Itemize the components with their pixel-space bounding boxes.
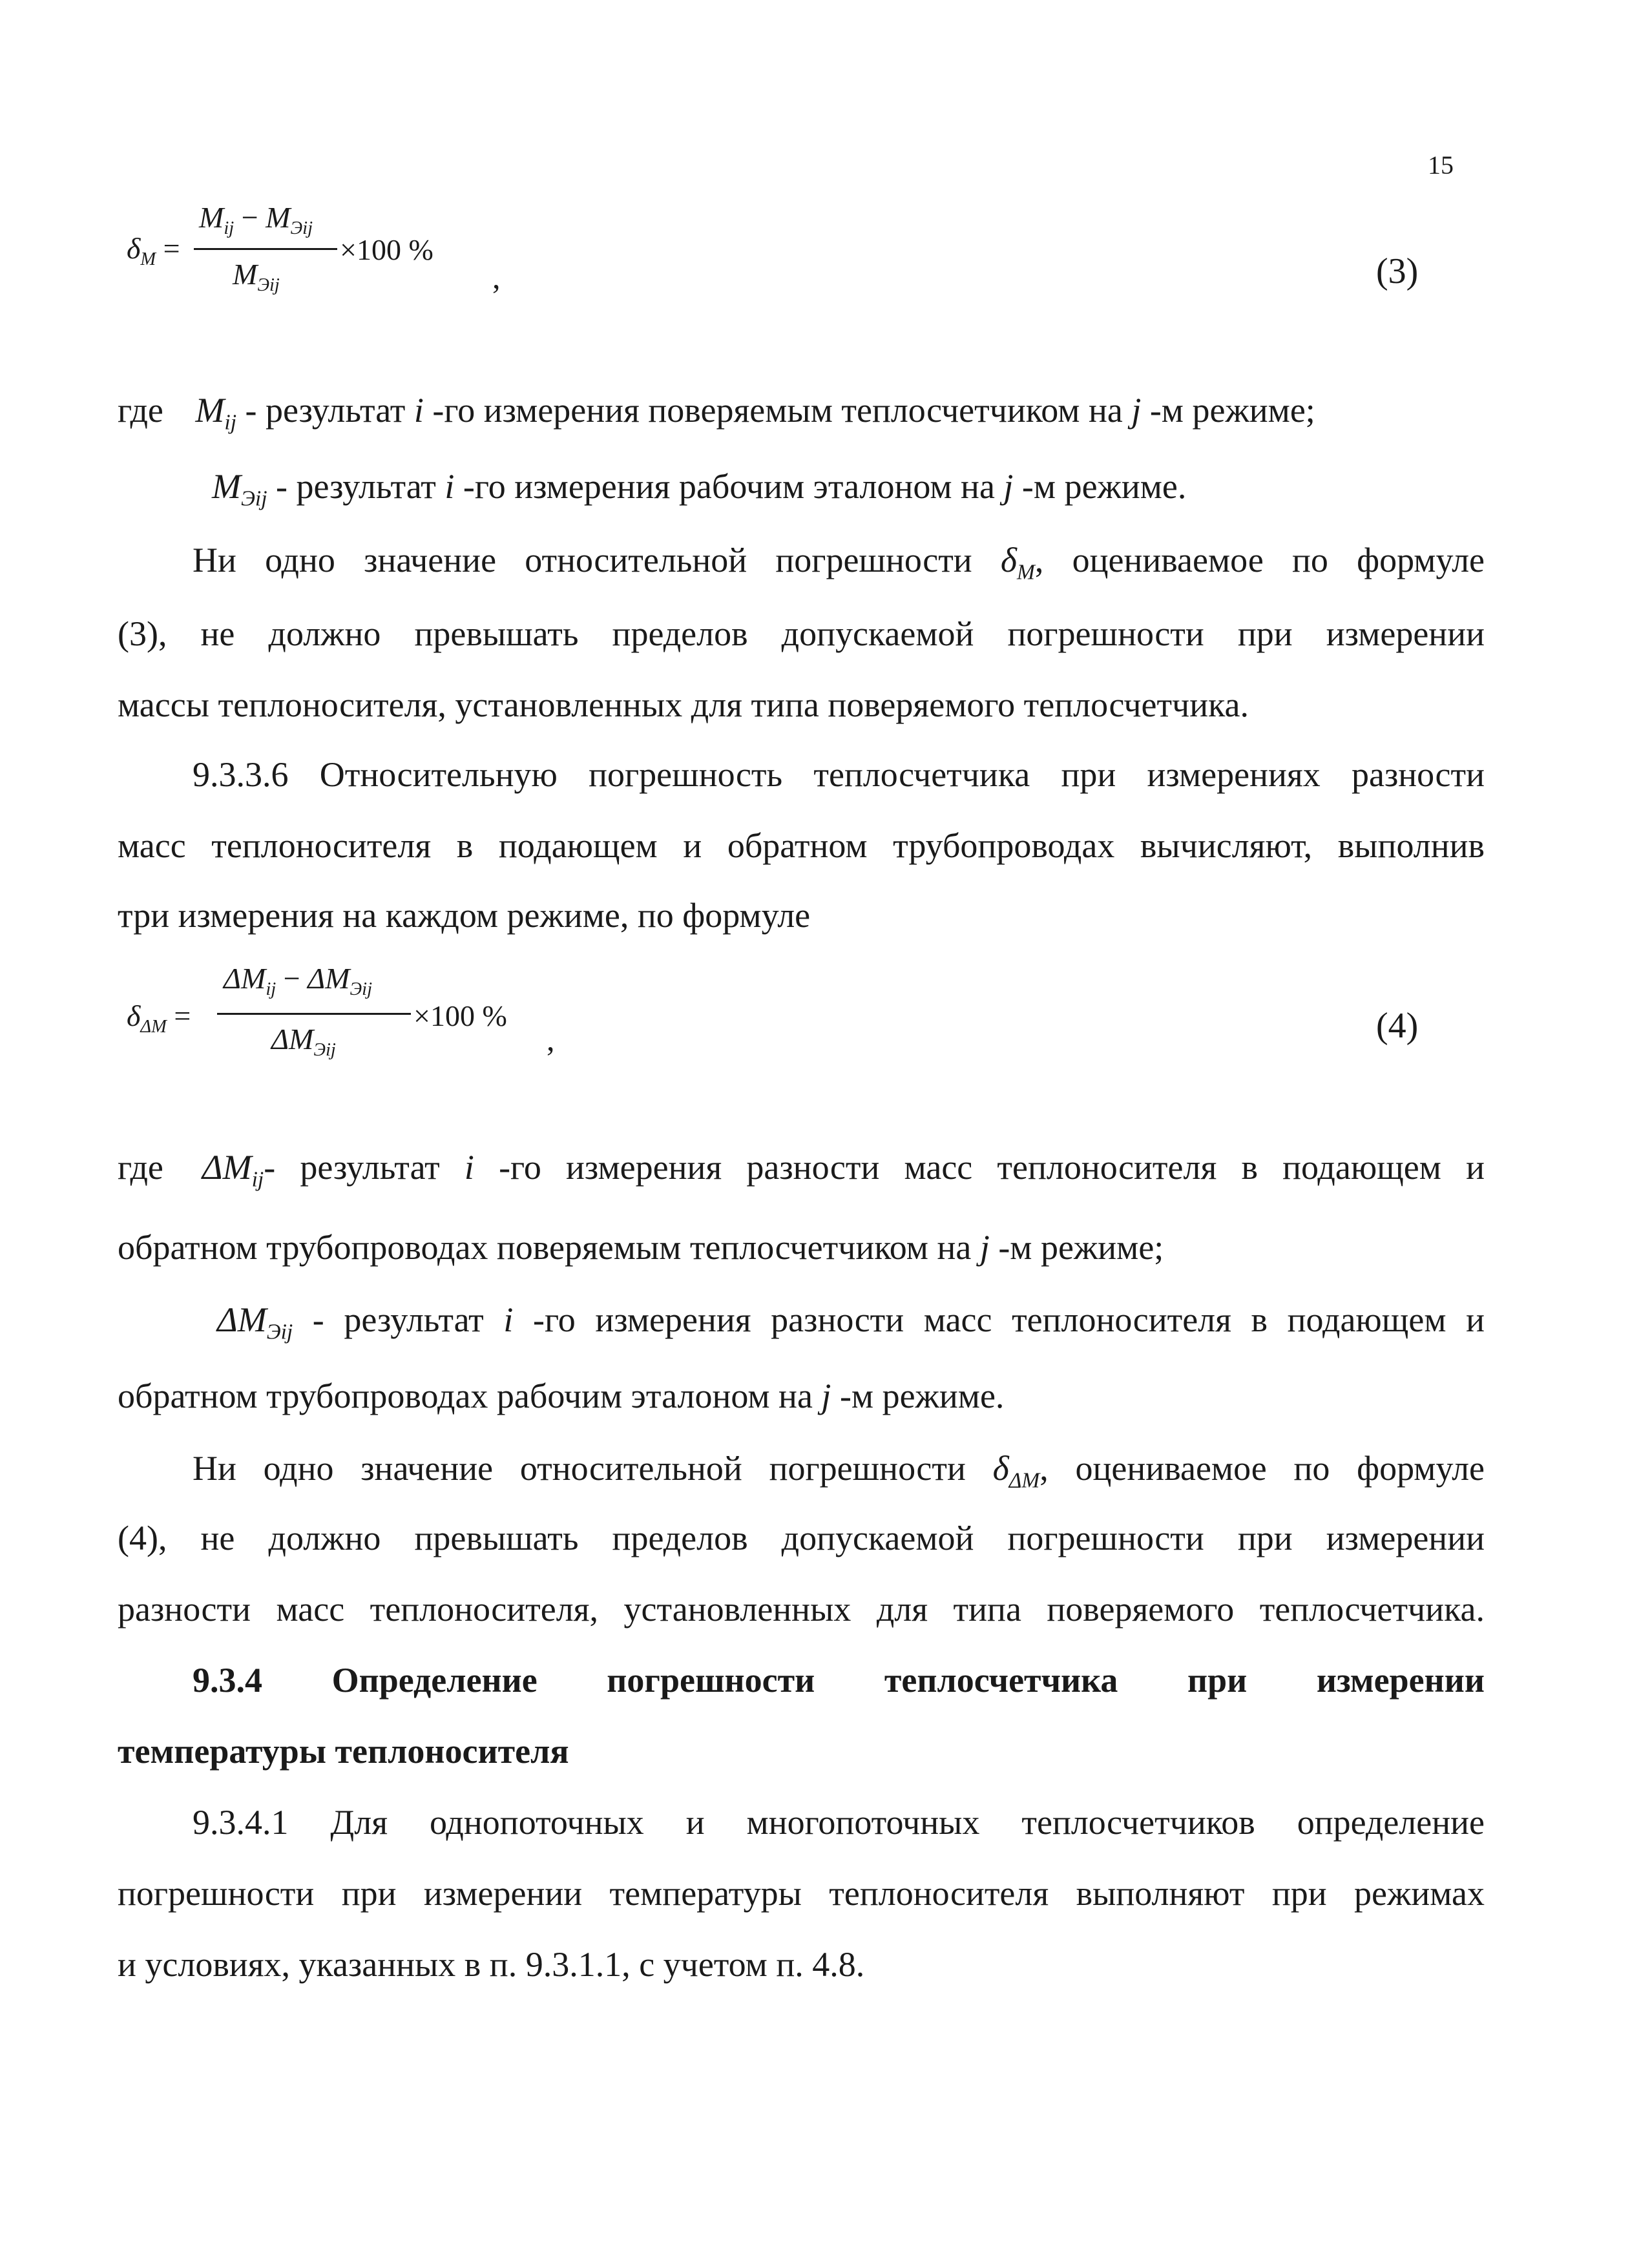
page-number: 15 bbox=[1428, 151, 1454, 180]
para-2-line-3: три измерения на каждом режиме, по формуле bbox=[118, 896, 811, 935]
para-3-line-2: (4), не должно превышать пределов допускаемой погрешности при измерении bbox=[118, 1519, 1485, 1557]
formula-3-fraction-bar bbox=[194, 248, 337, 250]
para-3-line-3: разности масс теплоносителя, установленных для типа поверяемого теплосчетчика. bbox=[118, 1590, 1485, 1628]
para-3-line-1: Ни одно значение относительной погрешности $\delta_{\Delta M}$, оцениваемое по формуле bbox=[193, 1449, 1485, 1493]
formula-3-lhs: $\delta_M$ = bbox=[127, 232, 180, 269]
formula-4-denominator: $\Delta M_{Эij}$ bbox=[271, 1023, 336, 1060]
para-4-line-2: погрешности при измерении температуры теплоносителя выполняют при режимах bbox=[118, 1874, 1485, 1913]
para-4-line-1: 9.3.4.1 Для однопоточных и многопоточных теплосчетчиков определение bbox=[193, 1803, 1485, 1842]
formula-3-number: (3) bbox=[1376, 251, 1419, 291]
section-heading-line-1: 9.3.4 Определение погрешности теплосчетчика при измерении bbox=[193, 1661, 1485, 1700]
formula-3-denominator: $M_{Эij}$ bbox=[233, 258, 280, 295]
formula-3-multiplier: ×100 % bbox=[340, 233, 433, 266]
formula-4-multiplier: ×100 % bbox=[413, 999, 507, 1032]
section-heading-line-2: температуры теплоносителя bbox=[118, 1732, 569, 1771]
formula-4-fraction-bar bbox=[217, 1013, 411, 1015]
formula-4-comma: , bbox=[547, 1021, 555, 1057]
para-4-line-3: и условиях, указанных в п. 9.3.1.1, с учетом п. 4.8. bbox=[118, 1945, 865, 1984]
where-4-line-1: где $\Delta M_{ij}-$ результат i -го измерения разности масс теплоносителя в подающем и bbox=[118, 1148, 1485, 1192]
formula-3-comma: , bbox=[492, 259, 501, 295]
where-4-line-1-cont: обратном трубопроводах поверяемым теплосчетчиком на j -м режиме; bbox=[118, 1228, 1164, 1267]
where-3-line-1: где $M_{ij}$ - результат i -го измерения поверяемым теплосчетчиком на j -м режиме; bbox=[118, 391, 1315, 435]
para-2-line-1: 9.3.3.6 Относительную погрешность теплосчетчика при измерениях разности bbox=[193, 755, 1485, 794]
para-1-line-2: (3), не должно превышать пределов допускаемой погрешности при измерении bbox=[118, 614, 1485, 653]
formula-3-numerator: $M_{ij} - M_{Эij}$ bbox=[199, 201, 313, 238]
para-2-line-2: масс теплоносителя в подающем и обратном трубопроводах вычисляют, выполнив bbox=[118, 826, 1485, 865]
where-4-line-2-cont: обратном трубопроводах рабочим эталоном на j -м режиме. bbox=[118, 1377, 1005, 1415]
formula-4-lhs: $\delta_{\Delta M}$ = bbox=[127, 999, 191, 1037]
para-1-line-1: Ни одно значение относительной погрешности $\delta_M$, оцениваемое по формуле bbox=[193, 541, 1485, 585]
formula-4-number: (4) bbox=[1376, 1006, 1419, 1046]
para-1-line-3: массы теплоносителя, установленных для типа поверяемого теплосчетчика. bbox=[118, 685, 1249, 724]
where-4-line-2: $\Delta M_{Эij}$ - результат i -го измерения разности масс теплоносителя в подающем и bbox=[217, 1300, 1485, 1344]
where-3-line-2: $M_{Эij}$ - результат i -го измерения рабочим эталоном на j -м режиме. bbox=[212, 467, 1187, 511]
formula-4-numerator: $\Delta M_{ij} - \Delta M_{Эij}$ bbox=[224, 962, 372, 999]
